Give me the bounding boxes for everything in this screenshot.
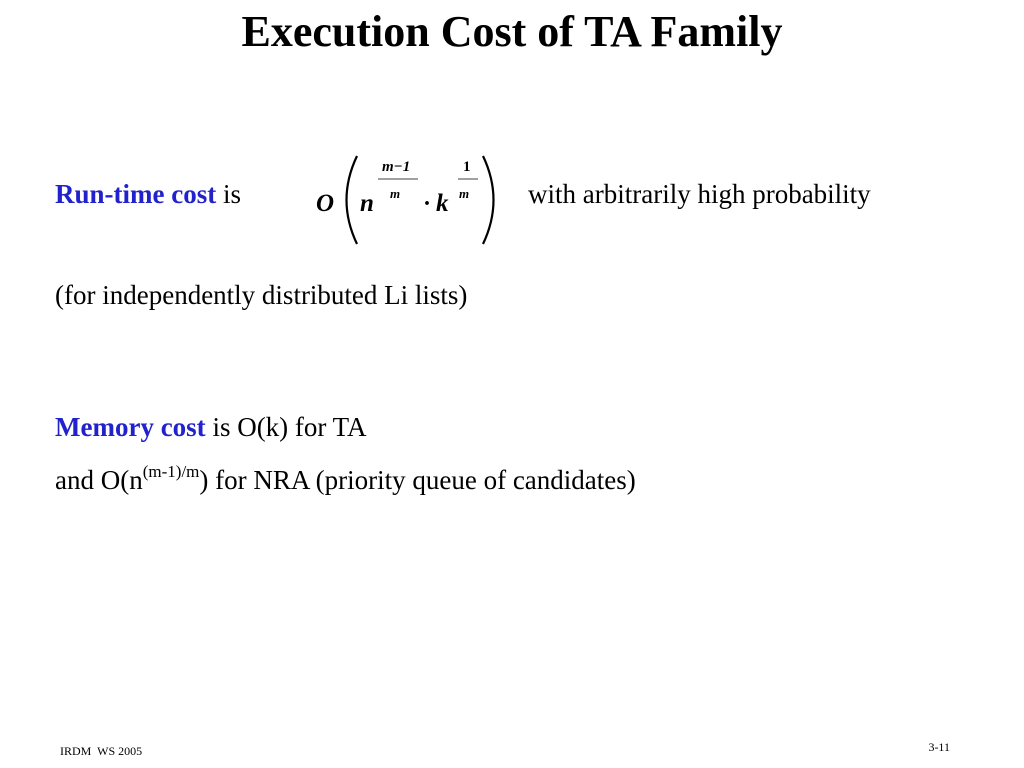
runtime-line — [55, 177, 241, 211]
runtime-formula — [310, 150, 510, 250]
formula-k: k — [436, 190, 449, 217]
runtime-cost-label: Run-time cost — [55, 179, 217, 209]
formula-n-exp-num: m−1 — [382, 159, 411, 175]
formula-graphic — [310, 150, 510, 250]
memory-cost-text: is O(k) for TA — [212, 412, 367, 442]
footer-course: IRDM WS 2005 — [60, 744, 143, 758]
formula-n-exp-den: m — [390, 186, 401, 201]
memory-cost-label: Memory cost — [55, 412, 206, 442]
footer-page-number: 3-11 — [928, 740, 950, 754]
runtime-suffix: with arbitrarily high probability — [528, 179, 871, 209]
distribution-note: (for independently distributed Li lists) — [55, 280, 468, 310]
nra-line — [55, 463, 636, 497]
nra-exponent: (m-1)/m — [142, 462, 200, 481]
slide-title: Execution Cost of TA Family — [241, 7, 783, 56]
formula-k-exp-num: 1 — [463, 159, 471, 175]
nra-suffix: ) for NRA (priority queue of candidates) — [199, 465, 636, 495]
nra-prefix: and O(n — [55, 465, 143, 495]
formula-left-paren — [347, 156, 358, 244]
runtime-is-word: is — [222, 179, 241, 209]
formula-right-paren — [483, 156, 494, 244]
formula-k-exp-den: m — [459, 186, 470, 201]
memory-line — [55, 410, 367, 444]
formula-big-o: O — [316, 190, 335, 217]
formula-n: n — [360, 190, 374, 217]
formula-dot: · — [423, 191, 432, 217]
